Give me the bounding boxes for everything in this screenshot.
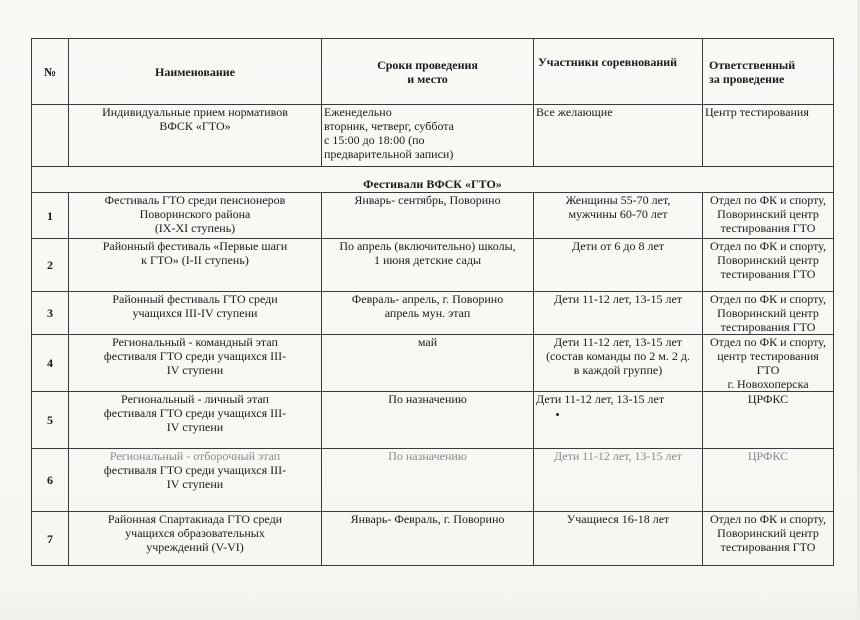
cell-responsible: ЦРФКС — [703, 392, 834, 449]
header-dates: Сроки проведения и место — [322, 39, 534, 105]
cell-participants: Женщины 55-70 лет, мужчины 60-70 лет — [534, 193, 703, 239]
cell-num — [32, 105, 69, 167]
header-num: № — [32, 39, 69, 105]
table-row — [32, 239, 834, 292]
cell-dates: Февраль- апрель, г. Поворино апрель мун. этап — [322, 292, 534, 335]
cell-participants: Все желающие — [534, 105, 703, 167]
cell-num: 5 — [32, 392, 69, 449]
table-row — [32, 392, 834, 449]
header-participants: Участники соревнований — [534, 39, 703, 105]
cell-name: Районный фестиваль «Первые шаги к ГТО» (I-II ступень) — [69, 239, 322, 292]
header-responsible: Ответственный за проведение — [703, 39, 834, 105]
table-header-row — [32, 39, 834, 105]
cell-dates: Январь- сентябрь, Поворино — [322, 193, 534, 239]
header-name: Наименование — [69, 39, 322, 105]
cell-participants: Дети 11-12 лет, 13-15 лет (состав команды по 2 м. 2 д. в каждой группе) — [534, 335, 703, 392]
cell-responsible: Отдел по ФК и спорту, Поворинский центр тестирования ГТО — [703, 193, 834, 239]
cell-name: Районная Спартакиада ГТО среди учащихся образовательных учреждений (V-VI) — [69, 512, 322, 566]
table-row-intro — [32, 105, 834, 167]
cell-participants: Дети 11-12 лет, 13-15 лет — [534, 449, 703, 512]
cell-participants: Дети от 6 до 8 лет — [534, 239, 703, 292]
cell-responsible: ЦРФКС — [703, 449, 834, 512]
cell-num: 1 — [32, 193, 69, 239]
events-table — [31, 38, 834, 566]
table-row — [32, 512, 834, 566]
cell-name: Региональный - командный этап фестиваля ГТО среди учащихся III- IV ступени — [69, 335, 322, 392]
cell-dates: По назначению — [322, 392, 534, 449]
cell-participants: Учащиеся 16-18 лет — [534, 512, 703, 566]
cell-responsible: Отдел по ФК и спорту, Поворинский центр тестирования ГТО — [703, 292, 834, 335]
cell-dates: По апрель (включительно) школы, 1 июня детские сады — [322, 239, 534, 292]
cell-name: Индивидуальные прием нормативов ВФСК «ГТО» — [69, 105, 322, 167]
table-row — [32, 335, 834, 392]
table-row — [32, 193, 834, 239]
cell-name: Районный фестиваль ГТО среди учащихся III-IV ступени — [69, 292, 322, 335]
cell-num: 4 — [32, 335, 69, 392]
cell-responsible: Отдел по ФК и спорту, Поворинский центр тестирования ГТО — [703, 239, 834, 292]
cell-dates: Январь- Февраль, г. Поворино — [322, 512, 534, 566]
cell-dates: Еженедельно вторник, четверг, суббота с 15:00 до 18:00 (по предварительной записи) — [322, 105, 534, 167]
cell-responsible: Отдел по ФК и спорту, центр тестирования ГТО г. Новохоперска — [703, 335, 834, 392]
scan-edge-bottom — [0, 586, 860, 620]
section-title: Фестивали ВФСК «ГТО» — [32, 167, 834, 193]
cell-responsible: Отдел по ФК и спорту, Поворинский центр тестирования ГТО — [703, 512, 834, 566]
speck — [556, 413, 559, 416]
cell-num: 2 — [32, 239, 69, 292]
cell-num: 3 — [32, 292, 69, 335]
cell-num: 7 — [32, 512, 69, 566]
table-row — [32, 449, 834, 512]
cell-responsible: Центр тестирования — [703, 105, 834, 167]
table-row — [32, 292, 834, 335]
section-row — [32, 167, 834, 193]
cell-name: Региональный - личный этап фестиваля ГТО среди учащихся III- IV ступени — [69, 392, 322, 449]
cell-participants: Дети 11-12 лет, 13-15 лет — [534, 292, 703, 335]
cell-dates: По назначению — [322, 449, 534, 512]
cell-participants: Дети 11-12 лет, 13-15 лет — [534, 392, 703, 449]
cell-dates: май — [322, 335, 534, 392]
cell-name: Фестиваль ГТО среди пенсионеров Поворинского района (IX-XI ступень) — [69, 193, 322, 239]
cell-name: Региональный - отборочный этап фестиваля ГТО среди учащихся III- IV ступени — [69, 449, 322, 512]
cell-num: 6 — [32, 449, 69, 512]
